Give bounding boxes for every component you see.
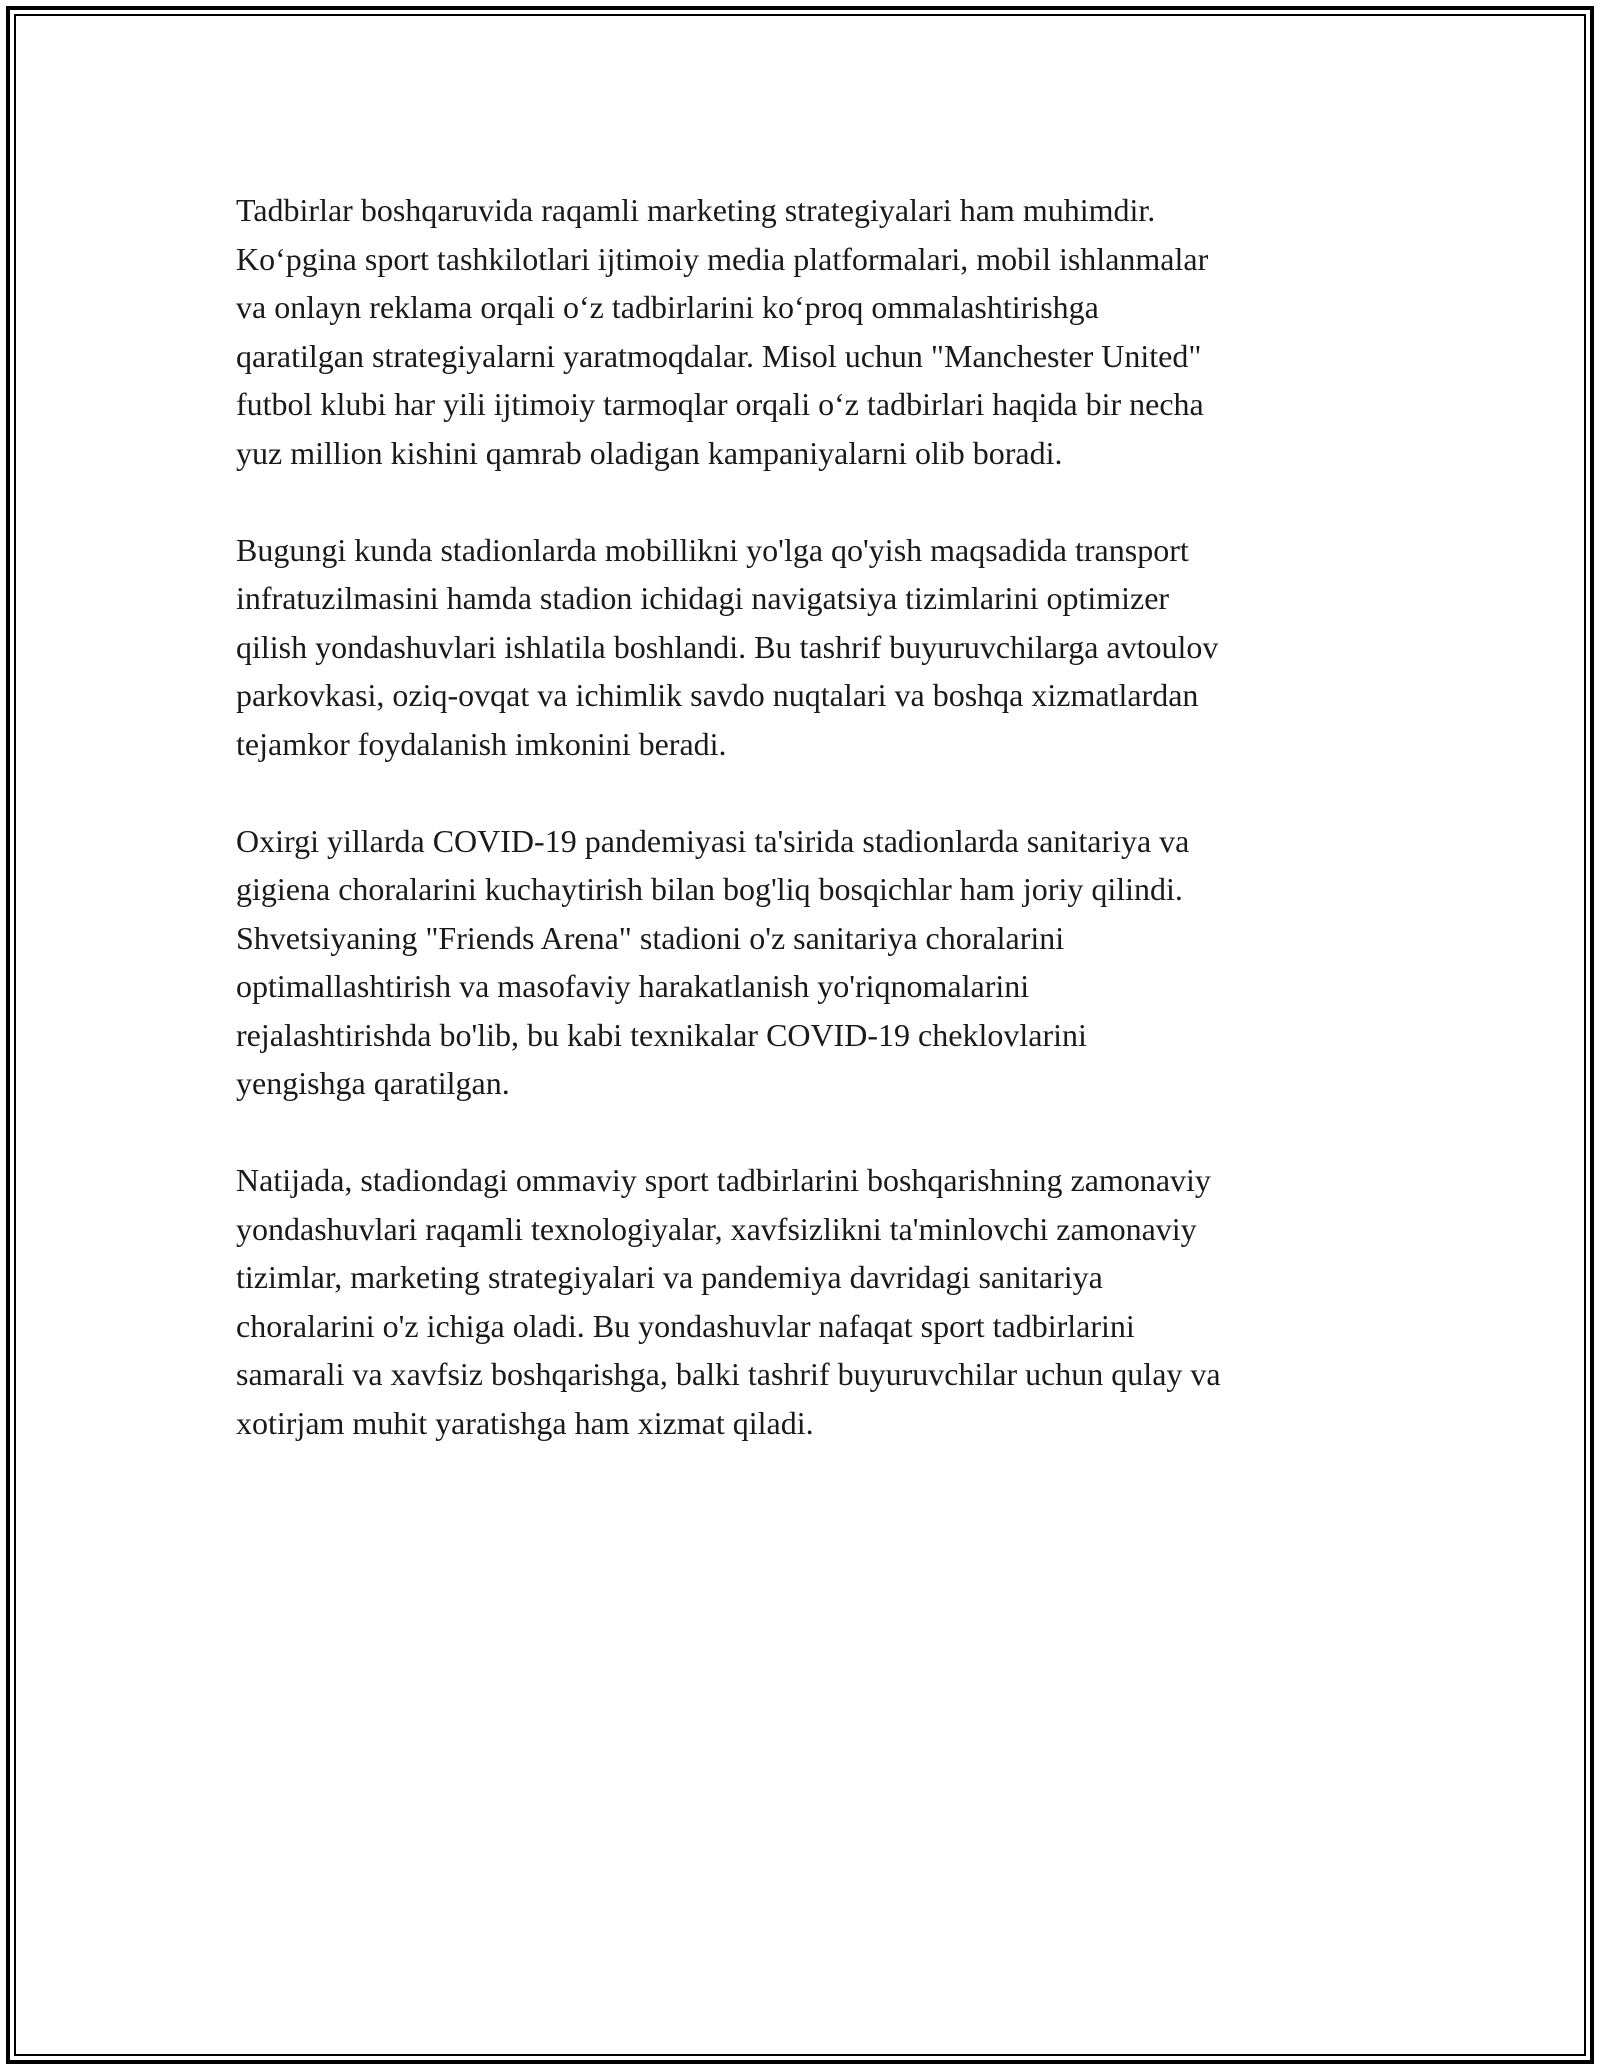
paragraph-line: gigiena choralarini kuchaytirish bilan bog'liq bosqichlar ham joriy qilindi. <box>236 871 1183 907</box>
paragraph-line: tizimlar, marketing strategiyalari va pandemiya davridagi sanitariya <box>236 1259 1103 1295</box>
paragraph-line: Shvetsiyaning "Friends Arena" stadioni o'z sanitariya choralarini <box>236 919 1065 956</box>
paragraph-2 <box>236 526 1386 769</box>
paragraph-line: choralarini o'z ichiga oladi. Bu yondashuvlar nafaqat sport tadbirlarini <box>236 1307 1135 1344</box>
paragraph-3 <box>236 817 1386 1108</box>
paragraph-1 <box>236 186 1386 477</box>
paragraph-line: rejalashtirishda bo'lib, bu kabi texnikalar COVID-19 cheklovlarini <box>236 1016 1087 1053</box>
paragraph-line: qilish yondashuvlari ishlatila boshlandi. Bu tashrif buyuruvchilarga avtoulov <box>236 628 1219 665</box>
paragraph-line: tejamkor foydalanish imkonini beradi. <box>236 725 727 762</box>
paragraph-line: qaratilgan strategiyalarni yaratmoqdalar. Misol uchun "Manchester United" <box>236 337 1202 374</box>
paragraph-line: Ko‘pgina sport tashkilotlari ijtimoiy media platformalari, mobil ishlanmalar <box>236 240 1209 277</box>
paragraph-line: Tadbirlar boshqaruvida raqamli marketing strategiyalari ham muhimdir. <box>236 192 1156 228</box>
paragraph-line: yengishga qaratilgan. <box>236 1065 510 1101</box>
paragraph-line: optimallashtirish va masofaviy harakatlanish yo'riqnomalarini <box>236 968 1030 1004</box>
paragraph-line: futbol klubi har yili ijtimoiy tarmoqlar orqali o‘z tadbirlari haqida bir necha <box>236 386 1204 422</box>
paragraph-line: Natijada, stadiondagi ommaviy sport tadbirlarini boshqarishning zamonaviy <box>236 1162 1211 1198</box>
paragraph-line: xotirjam muhit yaratishga ham xizmat qiladi. <box>236 1404 814 1441</box>
paragraph-line: yuz million kishini qamrab oladigan kampaniyalarni olib boradi. <box>236 434 1063 471</box>
paragraph-line: samarali va xavfsiz boshqarishga, balki tashrif buyuruvchilar uchun qulay va <box>236 1356 1221 1392</box>
document-body <box>236 186 1386 1496</box>
paragraph-line: parkovkasi, oziq-ovqat va ichimlik savdo nuqtalari va boshqa xizmatlardan <box>236 677 1199 713</box>
paragraph-line: yondashuvlari raqamli texnologiyalar, xavfsizlikni ta'minlovchi zamonaviy <box>236 1210 1197 1247</box>
paragraph-line: Oxirgi yillarda COVID-19 pandemiyasi ta'sirida stadionlarda sanitariya va <box>236 822 1190 859</box>
paragraph-line: va onlayn reklama orqali o‘z tadbirlarini ko‘proq ommalashtirishga <box>236 289 1099 325</box>
paragraph-line: Bugungi kunda stadionlarda mobillikni yo'lga qo'yish maqsadida transport <box>236 531 1189 568</box>
paragraph-line: infratuzilmasini hamda stadion ichidagi navigatsiya tizimlarini optimizer <box>236 580 1170 616</box>
paragraph-4 <box>236 1156 1386 1447</box>
